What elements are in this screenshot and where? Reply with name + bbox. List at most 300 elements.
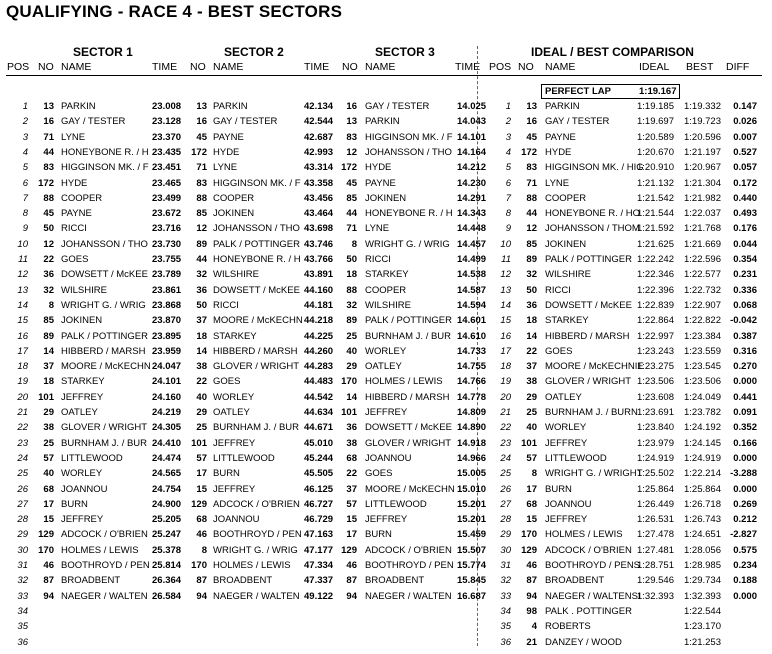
s3-time: 14.594 bbox=[457, 299, 487, 311]
s3-time: 14.101 bbox=[457, 131, 487, 143]
col-name-s1: NAME bbox=[61, 61, 92, 73]
s2-time: 44.483 bbox=[304, 376, 334, 388]
s3-driver-name: HOLMES / LEWIS bbox=[365, 376, 443, 388]
table-row bbox=[0, 390, 772, 404]
row-pos: 30 bbox=[17, 544, 28, 556]
s3-time: 14.890 bbox=[457, 422, 487, 434]
s3-driver-name: GOES bbox=[365, 468, 393, 480]
s3-driver-name: JEFFREY bbox=[365, 514, 408, 526]
s3-time: 14.778 bbox=[457, 391, 487, 403]
cmp-ideal: 1:21.542 bbox=[637, 192, 674, 204]
s2-driver-name: JEFFREY bbox=[213, 437, 256, 449]
s3-driver-name: BOOTHROYD / PEN bbox=[365, 560, 454, 571]
cmp-best: 1:24.192 bbox=[684, 422, 721, 434]
s2-driver-name: BROADBENT bbox=[213, 575, 273, 587]
s2-car-no: 94 bbox=[196, 590, 207, 602]
s2-time: 45.244 bbox=[304, 452, 334, 464]
cmp-best: 1:22.214 bbox=[684, 468, 721, 480]
cmp-pos: 6 bbox=[505, 177, 511, 189]
s2-driver-name: JOHANSSON / THO bbox=[213, 223, 300, 235]
s2-time: 44.160 bbox=[304, 284, 334, 296]
s3-time: 14.538 bbox=[457, 269, 487, 281]
s2-time: 42.687 bbox=[304, 131, 334, 143]
s3-car-no: 50 bbox=[346, 254, 357, 265]
cmp-diff: 0.316 bbox=[733, 345, 757, 357]
cmp-best: 1:22.596 bbox=[684, 254, 721, 265]
s2-driver-name: HIGGINSON MK. / F bbox=[213, 177, 301, 189]
col-ideal: IDEAL bbox=[639, 61, 670, 73]
s3-car-no: 89 bbox=[346, 315, 357, 327]
s3-car-no: 57 bbox=[346, 498, 357, 510]
s3-driver-name: WRIGHT G. / WRIG bbox=[365, 238, 450, 250]
cmp-pos: 11 bbox=[501, 254, 511, 265]
s3-car-no: 68 bbox=[346, 452, 357, 464]
cmp-best: 1:32.393 bbox=[684, 590, 721, 602]
s1-driver-name: NAEGER / WALTEN bbox=[61, 590, 148, 602]
cmp-diff: 0.007 bbox=[733, 131, 757, 143]
s3-time: 15.005 bbox=[457, 468, 487, 480]
s3-driver-name: MOORE / McKECHN bbox=[365, 483, 455, 495]
cmp-driver-name: GAY / TESTER bbox=[545, 116, 610, 128]
row-pos: 8 bbox=[22, 208, 28, 220]
s1-car-no: 87 bbox=[43, 575, 54, 587]
s2-time: 45.505 bbox=[304, 468, 334, 480]
cmp-best: 1:24.651 bbox=[684, 529, 721, 541]
cmp-pos: 3 bbox=[505, 131, 511, 143]
cmp-diff: 0.000 bbox=[733, 376, 757, 388]
s1-driver-name: JEFFREY bbox=[61, 391, 104, 403]
s1-car-no: 38 bbox=[43, 422, 54, 434]
s2-time: 43.891 bbox=[304, 269, 334, 281]
s1-time: 24.754 bbox=[152, 483, 182, 495]
cmp-ideal: 1:23.691 bbox=[637, 407, 674, 418]
row-pos: 25 bbox=[17, 468, 28, 480]
s3-car-no: 71 bbox=[346, 223, 357, 235]
cmp-ideal: 1:22.396 bbox=[637, 284, 674, 296]
s3-driver-name: BROADBENT bbox=[365, 575, 425, 587]
s1-car-no: 8 bbox=[48, 299, 54, 311]
s1-car-no: 40 bbox=[43, 468, 54, 480]
table-row bbox=[0, 252, 772, 266]
s1-time: 24.160 bbox=[152, 391, 182, 403]
cmp-car-no: 4 bbox=[531, 621, 537, 633]
s2-car-no: 46 bbox=[196, 529, 207, 541]
s3-car-no: 37 bbox=[346, 483, 357, 495]
s3-driver-name: GLOVER / WRIGHT bbox=[365, 437, 452, 449]
row-pos: 12 bbox=[17, 269, 28, 281]
s2-car-no: 68 bbox=[196, 514, 207, 526]
s1-time: 23.672 bbox=[152, 208, 182, 220]
cmp-car-no: 14 bbox=[526, 330, 537, 342]
cmp-ideal: 1:22.242 bbox=[637, 254, 674, 265]
cmp-ideal: 1:21.132 bbox=[637, 177, 674, 189]
s2-driver-name: OATLEY bbox=[213, 407, 250, 418]
s3-time: 14.343 bbox=[457, 208, 487, 220]
s1-driver-name: COOPER bbox=[61, 192, 103, 204]
cmp-best: 1:21.768 bbox=[684, 223, 721, 235]
cmp-pos: 35 bbox=[500, 621, 511, 633]
cmp-best: 1:23.384 bbox=[684, 330, 721, 342]
s2-driver-name: PALK / POTTINGER bbox=[213, 238, 300, 250]
s1-car-no: 17 bbox=[43, 498, 54, 510]
s2-car-no: 87 bbox=[196, 575, 207, 587]
table-row bbox=[0, 237, 772, 251]
table-row bbox=[0, 344, 772, 358]
s1-time: 24.101 bbox=[152, 376, 182, 388]
table-row bbox=[0, 206, 772, 220]
s1-time: 23.789 bbox=[152, 269, 182, 281]
cmp-driver-name: COOPER bbox=[545, 192, 587, 204]
cmp-car-no: 16 bbox=[526, 116, 537, 128]
s2-driver-name: LITTLEWOOD bbox=[213, 452, 275, 464]
cmp-ideal: 1:27.481 bbox=[637, 544, 674, 556]
s1-time: 26.364 bbox=[152, 575, 182, 587]
s2-car-no: 13 bbox=[196, 101, 207, 112]
s1-time: 23.730 bbox=[152, 238, 182, 250]
table-row bbox=[0, 405, 772, 419]
table-row bbox=[0, 527, 772, 541]
s1-driver-name: HONEYBONE R. / H bbox=[61, 146, 149, 158]
cmp-pos: 25 bbox=[500, 468, 511, 480]
cmp-ideal: 1:29.546 bbox=[637, 575, 674, 587]
cmp-ideal: 1:22.839 bbox=[637, 299, 674, 311]
row-pos: 23 bbox=[17, 437, 28, 449]
s1-car-no: 68 bbox=[43, 483, 54, 495]
cmp-car-no: 22 bbox=[526, 345, 537, 357]
cmp-best: 1:24.145 bbox=[684, 437, 721, 449]
cmp-driver-name: WRIGHT G. / WRIGHT bbox=[545, 468, 643, 480]
cmp-diff: 0.091 bbox=[733, 407, 757, 418]
cmp-car-no: 88 bbox=[526, 192, 537, 204]
s3-car-no: 13 bbox=[346, 116, 357, 128]
row-pos: 11 bbox=[18, 254, 28, 265]
cmp-driver-name: HIGGINSON MK. / HIG bbox=[545, 162, 644, 174]
cmp-ideal: 1:22.997 bbox=[637, 330, 674, 342]
s1-driver-name: GOES bbox=[61, 254, 89, 265]
cmp-best: 1:22.822 bbox=[684, 315, 721, 327]
s2-driver-name: WORLEY bbox=[213, 391, 255, 403]
s1-car-no: 25 bbox=[43, 437, 54, 449]
table-row bbox=[0, 436, 772, 450]
cmp-driver-name: JOHANSSON / THOM bbox=[545, 223, 640, 235]
row-pos: 15 bbox=[17, 315, 28, 327]
cmp-driver-name: JEFFREY bbox=[545, 437, 588, 449]
perfect-lap-value: 1:19.167 bbox=[639, 86, 677, 97]
s2-car-no: 32 bbox=[196, 269, 207, 281]
s3-time: 14.766 bbox=[457, 376, 487, 388]
s2-driver-name: GLOVER / WRIGHT bbox=[213, 361, 300, 373]
s2-driver-name: COOPER bbox=[213, 192, 255, 204]
s1-driver-name: BURNHAM J. / BUR bbox=[61, 437, 148, 449]
cmp-car-no: 85 bbox=[526, 238, 537, 250]
cmp-diff: 0.352 bbox=[733, 422, 757, 434]
table-row bbox=[0, 573, 772, 587]
row-pos: 36 bbox=[17, 636, 28, 648]
cmp-pos: 34 bbox=[500, 605, 511, 617]
cmp-car-no: 13 bbox=[526, 101, 537, 112]
cmp-diff: 0.231 bbox=[733, 269, 757, 281]
cmp-pos: 33 bbox=[500, 590, 511, 602]
cmp-pos: 36 bbox=[500, 636, 511, 648]
cmp-diff: 0.068 bbox=[733, 299, 757, 311]
row-pos: 31 bbox=[17, 560, 28, 571]
table-row bbox=[0, 298, 772, 312]
s3-car-no: 38 bbox=[346, 437, 357, 449]
s1-driver-name: LYNE bbox=[61, 131, 86, 143]
table-row bbox=[0, 619, 772, 633]
cmp-ideal: 1:21.592 bbox=[637, 223, 674, 235]
s3-time: 14.966 bbox=[457, 452, 487, 464]
s3-time: 14.499 bbox=[457, 254, 487, 265]
cmp-best: 1:24.049 bbox=[684, 391, 721, 403]
s2-time: 45.010 bbox=[304, 437, 334, 449]
cmp-ideal: 1:27.478 bbox=[637, 529, 674, 541]
cmp-best: 1:23.170 bbox=[684, 621, 721, 633]
col-no-cmp: NO bbox=[518, 61, 534, 73]
row-pos: 9 bbox=[22, 223, 28, 235]
cmp-pos: 31 bbox=[500, 560, 511, 571]
cmp-ideal: 1:32.393 bbox=[637, 590, 674, 602]
s1-driver-name: HIBBERD / MARSH bbox=[61, 345, 146, 357]
cmp-pos: 23 bbox=[500, 437, 511, 449]
s2-time: 44.218 bbox=[304, 315, 334, 327]
col-time-s1: TIME bbox=[152, 61, 178, 73]
s3-driver-name: HONEYBONE R. / H bbox=[365, 208, 453, 220]
s1-driver-name: HOLMES / LEWIS bbox=[61, 544, 139, 556]
cmp-pos: 22 bbox=[500, 422, 511, 434]
cmp-pos: 24 bbox=[500, 452, 511, 464]
s1-driver-name: ADCOCK / O'BRIEN bbox=[61, 529, 148, 541]
s1-time: 24.047 bbox=[152, 361, 182, 373]
s1-time: 24.219 bbox=[152, 407, 182, 418]
col-name-cmp: NAME bbox=[545, 61, 576, 73]
cmp-car-no: 83 bbox=[526, 162, 537, 174]
s1-time: 23.895 bbox=[152, 330, 182, 342]
s2-time: 49.122 bbox=[304, 590, 334, 602]
s1-driver-name: PARKIN bbox=[61, 101, 96, 112]
cmp-pos: 14 bbox=[500, 299, 511, 311]
row-pos: 34 bbox=[17, 605, 28, 617]
row-pos: 7 bbox=[22, 192, 28, 204]
row-pos: 2 bbox=[22, 116, 28, 128]
s2-driver-name: WRIGHT G. / WRIG bbox=[213, 544, 298, 556]
s1-time: 24.565 bbox=[152, 468, 182, 480]
s1-time: 23.755 bbox=[152, 254, 182, 265]
cmp-car-no: 98 bbox=[526, 605, 537, 617]
cmp-diff: -3.288 bbox=[730, 468, 757, 480]
s2-driver-name: JEFFREY bbox=[213, 483, 256, 495]
cmp-pos: 9 bbox=[505, 223, 511, 235]
cmp-car-no: 71 bbox=[526, 177, 537, 189]
s3-car-no: 101 bbox=[341, 407, 357, 418]
s2-car-no: 17 bbox=[196, 468, 207, 480]
cmp-diff: 0.212 bbox=[733, 514, 757, 526]
s3-time: 14.601 bbox=[457, 315, 487, 327]
cmp-pos: 21 bbox=[500, 407, 511, 418]
row-pos: 22 bbox=[17, 422, 28, 434]
cmp-car-no: 12 bbox=[526, 223, 537, 235]
cmp-diff: -2.827 bbox=[730, 529, 757, 541]
s2-driver-name: HONEYBONE R. / H bbox=[213, 254, 301, 265]
cmp-diff: 0.270 bbox=[733, 361, 757, 373]
table-row bbox=[0, 191, 772, 205]
s3-driver-name: PARKIN bbox=[365, 116, 400, 128]
cmp-diff: 0.336 bbox=[733, 284, 757, 296]
s1-driver-name: WILSHIRE bbox=[61, 284, 107, 296]
s2-car-no: 18 bbox=[196, 330, 207, 342]
cmp-ideal: 1:21.544 bbox=[637, 208, 674, 220]
s1-car-no: 85 bbox=[43, 315, 54, 327]
cmp-driver-name: HOLMES / LEWIS bbox=[545, 529, 623, 541]
s3-car-no: 8 bbox=[351, 238, 357, 250]
cmp-pos: 28 bbox=[500, 514, 511, 526]
s3-driver-name: WILSHIRE bbox=[365, 299, 411, 311]
s2-car-no: 8 bbox=[201, 544, 207, 556]
s3-time: 15.507 bbox=[457, 544, 487, 556]
perfect-lap-label: PERFECT LAP bbox=[545, 86, 611, 97]
cmp-car-no: 57 bbox=[526, 452, 537, 464]
s1-car-no: 14 bbox=[43, 345, 54, 357]
s3-car-no: 40 bbox=[346, 345, 357, 357]
s3-time: 14.457 bbox=[457, 238, 487, 250]
s3-time: 16.687 bbox=[457, 590, 487, 602]
s1-car-no: 83 bbox=[43, 162, 54, 174]
table-row bbox=[0, 482, 772, 496]
table-row bbox=[0, 497, 772, 511]
cmp-diff: 0.166 bbox=[733, 437, 757, 449]
s3-driver-name: GAY / TESTER bbox=[365, 101, 430, 112]
cmp-driver-name: JOANNOU bbox=[545, 498, 592, 510]
s2-driver-name: BURNHAM J. / BUR bbox=[213, 422, 300, 434]
s2-time: 44.181 bbox=[304, 299, 334, 311]
s2-driver-name: RICCI bbox=[213, 299, 239, 311]
sector2-header: SECTOR 2 bbox=[224, 45, 284, 59]
table-row bbox=[0, 359, 772, 373]
s2-driver-name: DOWSETT / McKEE bbox=[213, 284, 300, 296]
cmp-driver-name: STARKEY bbox=[545, 315, 589, 327]
s1-car-no: 57 bbox=[43, 452, 54, 464]
cmp-driver-name: ADCOCK / O'BRIEN bbox=[545, 544, 632, 556]
table-row bbox=[0, 313, 772, 327]
col-best: BEST bbox=[686, 61, 714, 73]
s1-time: 25.378 bbox=[152, 544, 182, 556]
row-pos: 26 bbox=[17, 483, 28, 495]
col-time-s2: TIME bbox=[304, 61, 330, 73]
cmp-pos: 32 bbox=[500, 575, 511, 587]
cmp-car-no: 29 bbox=[526, 391, 537, 403]
s1-time: 23.716 bbox=[152, 223, 182, 235]
cmp-driver-name: WORLEY bbox=[545, 422, 587, 434]
cmp-diff: 0.354 bbox=[733, 254, 757, 265]
col-time-s3: TIME bbox=[455, 61, 481, 73]
cmp-diff: 0.000 bbox=[733, 590, 757, 602]
s2-time: 44.260 bbox=[304, 345, 334, 357]
cmp-ideal: 1:25.864 bbox=[637, 483, 674, 495]
s3-time: 14.587 bbox=[457, 284, 487, 296]
s2-driver-name: PARKIN bbox=[213, 101, 248, 112]
cmp-ideal: 1:22.346 bbox=[637, 269, 674, 281]
table-row bbox=[0, 604, 772, 618]
cmp-car-no: 101 bbox=[521, 437, 537, 449]
cmp-car-no: 18 bbox=[526, 315, 537, 327]
s1-driver-name: HIGGINSON MK. / F bbox=[61, 162, 149, 174]
s3-driver-name: LITTLEWOOD bbox=[365, 498, 427, 510]
s2-driver-name: GOES bbox=[213, 376, 241, 388]
cmp-driver-name: JOKINEN bbox=[545, 238, 587, 250]
s2-driver-name: ADCOCK / O'BRIEN bbox=[213, 498, 300, 510]
col-name-s3: NAME bbox=[365, 61, 396, 73]
row-pos: 4 bbox=[22, 146, 28, 158]
s1-car-no: 13 bbox=[43, 101, 54, 112]
row-pos: 24 bbox=[17, 452, 28, 464]
s1-car-no: 29 bbox=[43, 407, 54, 418]
row-pos: 17 bbox=[17, 345, 28, 357]
s1-driver-name: JOANNOU bbox=[61, 483, 108, 495]
row-pos: 16 bbox=[17, 330, 28, 342]
s1-driver-name: JOHANSSON / THO bbox=[61, 238, 148, 250]
s3-car-no: 170 bbox=[341, 376, 357, 388]
col-pos-cmp: POS bbox=[489, 61, 512, 73]
s1-driver-name: STARKEY bbox=[61, 376, 105, 388]
s1-car-no: 50 bbox=[43, 223, 54, 235]
s2-car-no: 89 bbox=[196, 238, 207, 250]
cmp-diff: 0.440 bbox=[733, 192, 757, 204]
cmp-pos: 10 bbox=[500, 238, 511, 250]
row-pos: 10 bbox=[17, 238, 28, 250]
s2-time: 46.727 bbox=[304, 498, 334, 510]
row-pos: 35 bbox=[17, 621, 28, 633]
cmp-ideal: 1:26.449 bbox=[637, 498, 674, 510]
row-pos: 18 bbox=[17, 361, 28, 373]
cmp-best: 1:22.907 bbox=[684, 299, 721, 311]
cmp-best: 1:22.577 bbox=[684, 269, 721, 281]
s3-car-no: 129 bbox=[341, 544, 357, 556]
s2-car-no: 14 bbox=[196, 345, 207, 357]
cmp-pos: 18 bbox=[500, 361, 511, 373]
s1-time: 24.474 bbox=[152, 452, 182, 464]
s2-driver-name: LYNE bbox=[213, 162, 238, 174]
s2-time: 43.746 bbox=[304, 238, 334, 250]
s1-car-no: 12 bbox=[43, 238, 54, 250]
s3-time: 14.448 bbox=[457, 223, 487, 235]
cmp-pos: 2 bbox=[505, 116, 511, 128]
cmp-best: 1:22.544 bbox=[684, 605, 721, 617]
s2-driver-name: WILSHIRE bbox=[213, 269, 259, 281]
s3-time: 15.459 bbox=[457, 529, 487, 541]
s2-car-no: 71 bbox=[196, 162, 207, 174]
s1-driver-name: WORLEY bbox=[61, 468, 103, 480]
s2-car-no: 40 bbox=[196, 391, 207, 403]
cmp-ideal: 1:28.751 bbox=[637, 560, 674, 571]
s3-car-no: 15 bbox=[346, 514, 357, 526]
cmp-ideal: 1:23.608 bbox=[637, 391, 674, 403]
table-row bbox=[0, 635, 772, 649]
cmp-driver-name: LITTLEWOOD bbox=[545, 452, 607, 464]
s1-time: 23.465 bbox=[152, 177, 182, 189]
cmp-best: 1:26.743 bbox=[684, 514, 721, 526]
cmp-car-no: 89 bbox=[526, 254, 537, 265]
s1-driver-name: BOOTHROYD / PEN bbox=[61, 560, 150, 571]
ideal-best-header: IDEAL / BEST COMPARISON bbox=[531, 45, 694, 59]
row-pos: 13 bbox=[17, 284, 28, 296]
s2-car-no: 50 bbox=[196, 299, 207, 311]
s2-driver-name: PAYNE bbox=[213, 131, 244, 143]
row-pos: 20 bbox=[17, 391, 28, 403]
s3-car-no: 36 bbox=[346, 422, 357, 434]
col-no-s2: NO bbox=[190, 61, 206, 73]
s3-car-no: 83 bbox=[346, 131, 357, 143]
s3-driver-name: WORLEY bbox=[365, 345, 407, 357]
